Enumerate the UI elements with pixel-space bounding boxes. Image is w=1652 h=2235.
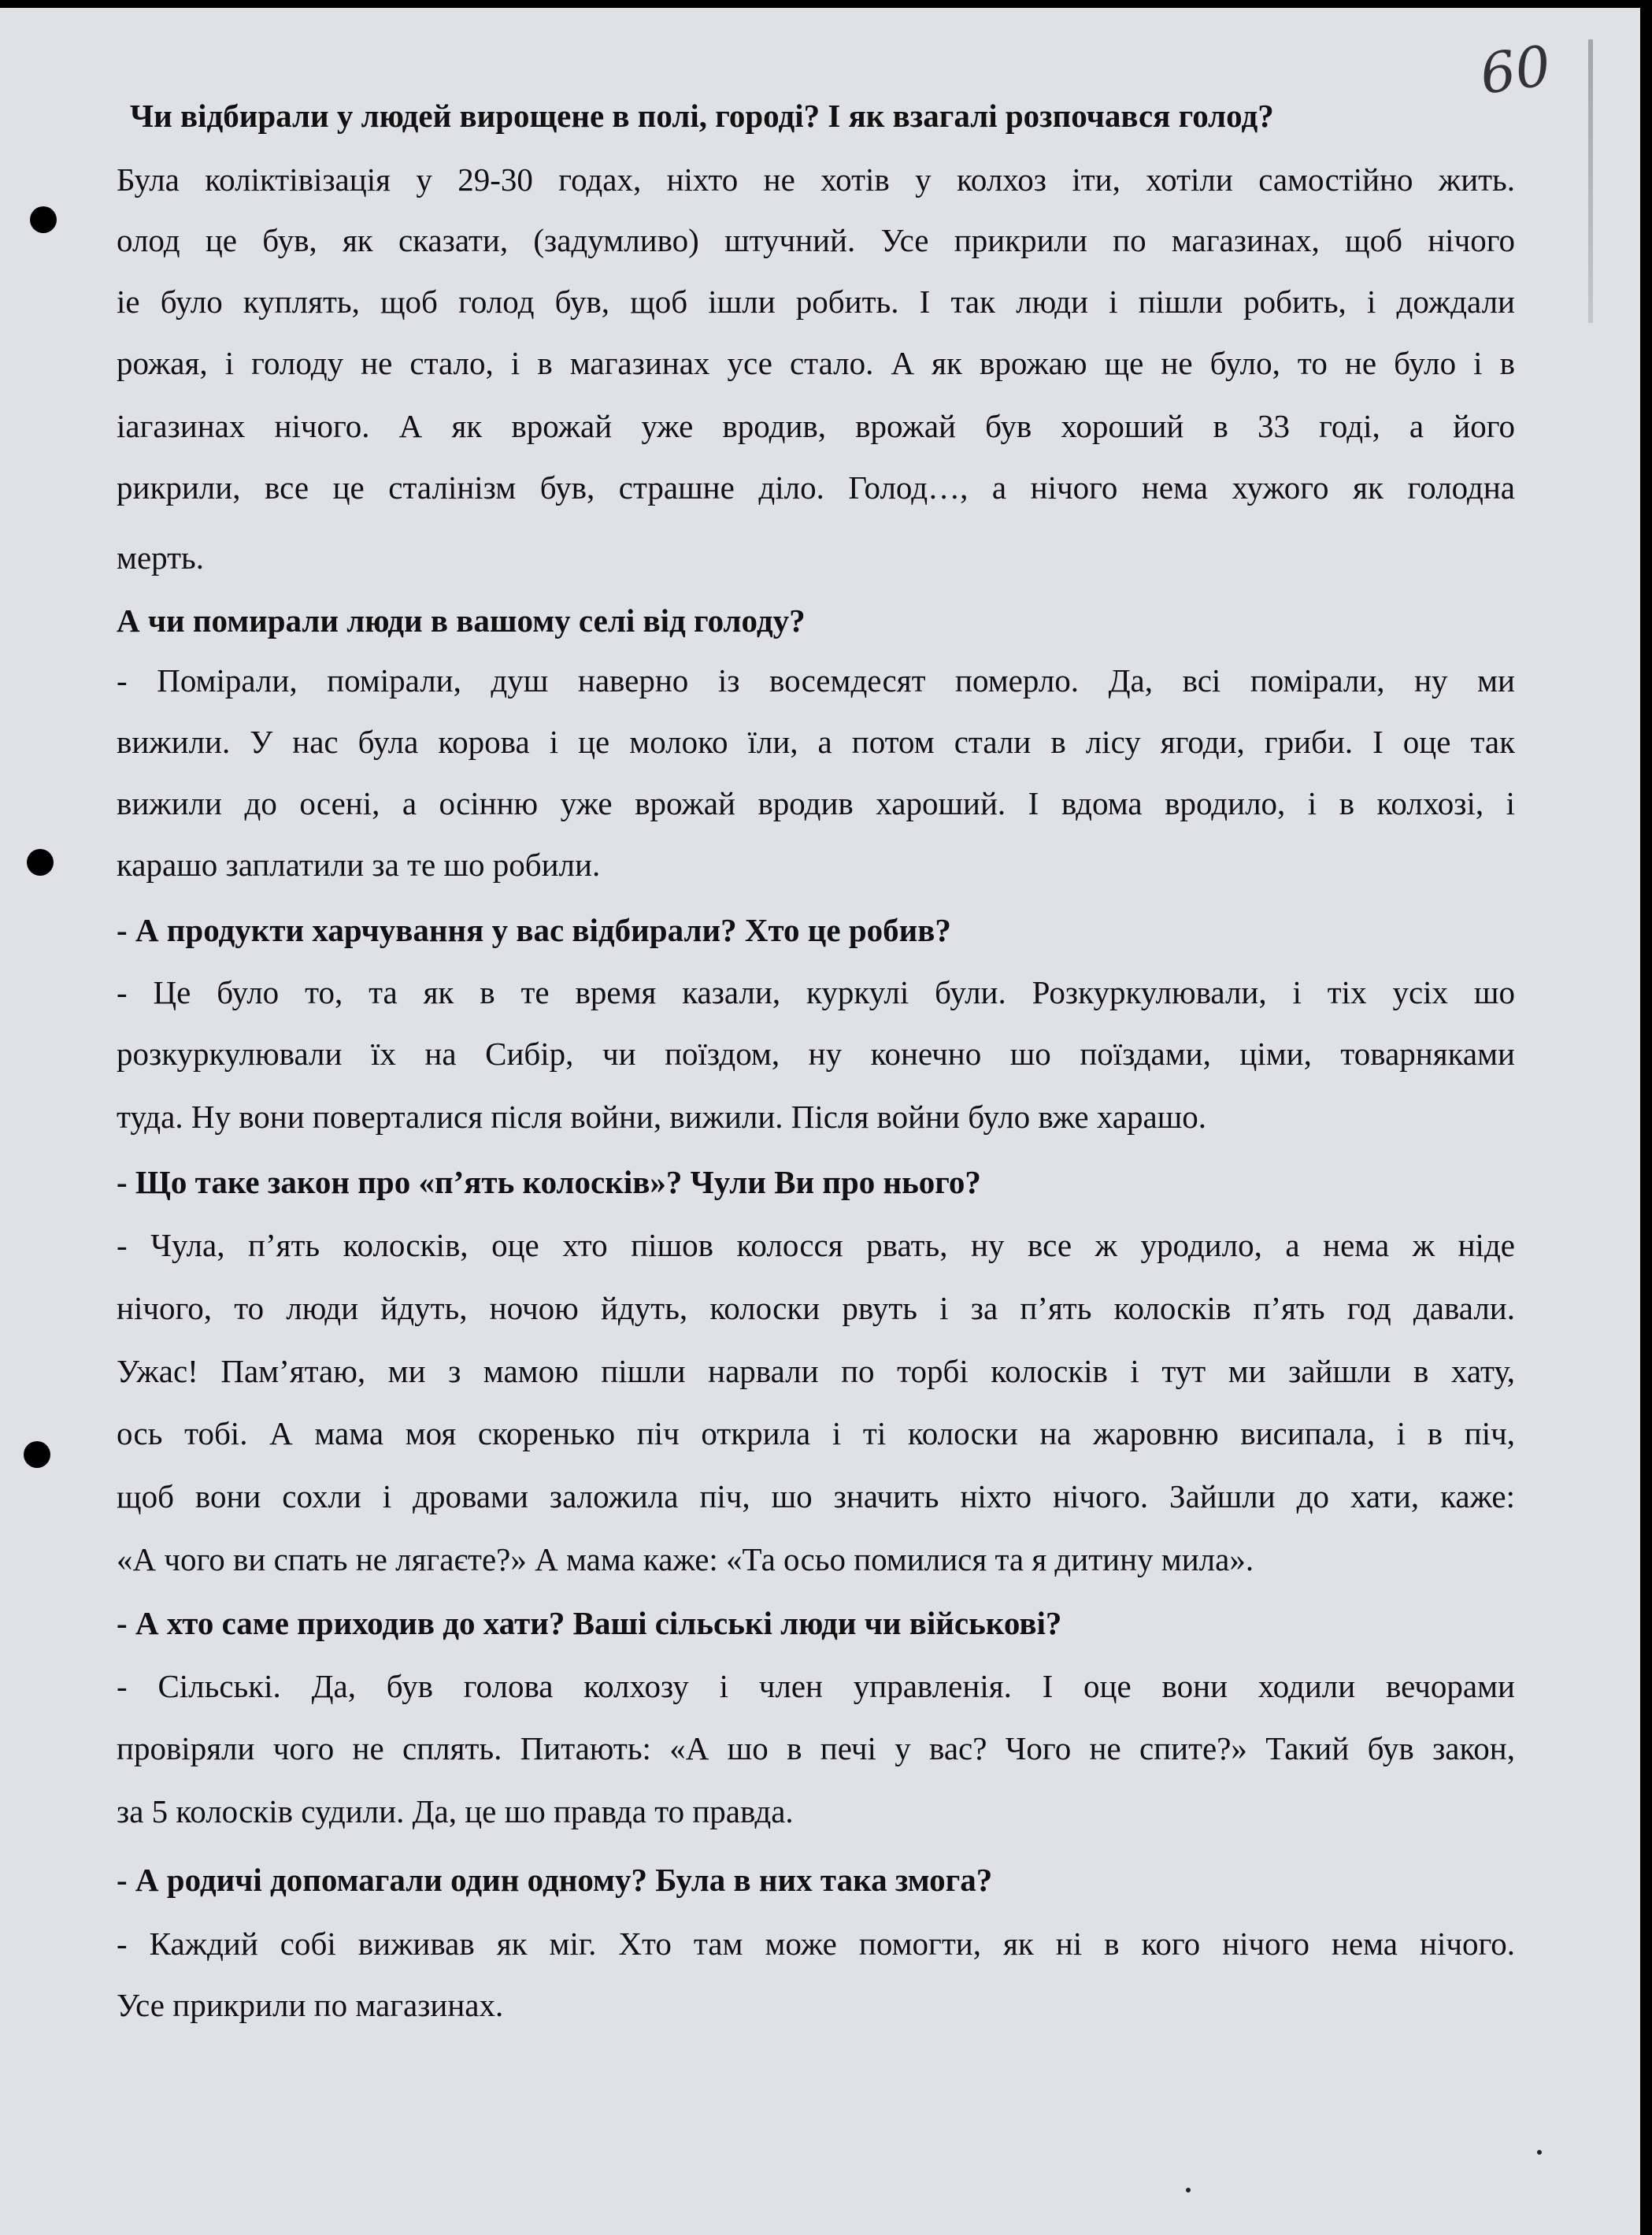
interview-answer-line: - Помірали, помірали, душ наверно із восемдесят померло. Да, всі помірали, ну ми [117, 662, 1515, 699]
interview-answer-line: рожая, і голоду не стало, і в магазинах усе стало. А як врожаю ще не було, то не було і в [117, 345, 1515, 381]
interview-answer-line: мерть. [117, 539, 204, 576]
interview-answer-line: - Це було то, та як в те время казали, куркулі були. Розкуркулювали, і тіх усіх шо [117, 974, 1515, 1010]
scanned-page [0, 8, 1640, 2235]
interview-question: Чи відбирали у людей вирощене в полі, городі? І як взагалі розпочався голод? [130, 98, 1274, 134]
interview-answer-line: за 5 колосків судили. Да, це шо правда то правда. [117, 1793, 794, 1829]
interview-answer-line: провіряли чого не сплять. Питають: «А шо в печі у вас? Чого не спите?» Такий був закон, [117, 1730, 1515, 1766]
interview-question: - А продукти харчування у вас відбирали? Хто це робив? [117, 912, 951, 948]
interview-answer-line: щоб вони сохли і дровами заложила піч, шо значить ніхто нічого. Зайшли до хати, каже: [117, 1478, 1515, 1514]
interview-answer-line: - Каждий собі виживав як міг. Хто там може помогти, як ні в кого нічого нема нічого. [117, 1926, 1515, 1962]
interview-answer-line: рикрили, все це сталінізм був, страшне діло. Голод…, а нічого нема хужого як голодна [117, 469, 1515, 506]
handwritten-page-number: 60 [1476, 33, 1555, 107]
interview-answer-line: олод це був, як сказати, (задумливо) штучний. Усе прикрили по магазинах, щоб нічого [117, 222, 1515, 258]
interview-answer-line: - Чула, п’ять колосків, оце хто пішов колосся рвать, ну все ж уродило, а нема ж ніде [117, 1227, 1515, 1263]
interview-answer-line: «А чого ви спать не лягаєте?» А мама каже: «Та осьо помилися та я дитину мила». [117, 1541, 1254, 1577]
interview-answer-line: Ужас! Пам’ятаю, ми з мамою пішли нарвали по торбі колосків і тут ми зайшли в хату, [117, 1353, 1515, 1389]
interview-answer-line: Усе прикрили по магазинах. [117, 1987, 504, 2023]
interview-question: А чи помирали люди в вашому селі від голоду? [117, 602, 806, 639]
interview-question: - А родичі допомагали один одному? Була в них така змога? [117, 1862, 993, 1898]
interview-answer-line: вижили до осені, а осінню уже врожай вродив хароший. І вдома вродило, і в колхозі, і [117, 785, 1515, 821]
punch-hole [30, 206, 57, 233]
interview-answer-line: вижили. У нас була корова і це молоко їли, а потом стали в лісу ягоди, гриби. І оце так [117, 724, 1515, 760]
interview-answer-line: іагазинах нічого. А як врожай уже вродив, врожай був хороший в 33 годі, а його [117, 408, 1515, 444]
interview-answer-line: - Сільські. Да, був голова колхозу і член управленія. І оце вони ходили вечорами [117, 1668, 1515, 1704]
interview-answer-line: іе було куплять, щоб голод був, щоб ішли робить. І так люди і пішли робить, і дождали [117, 284, 1515, 320]
scan-edge-shadow [1588, 39, 1593, 323]
interview-answer-line: Була коліктівізація у 29-30 годах, ніхто не хотів у колхоз іти, хотіли самостійно жить. [117, 161, 1515, 198]
punch-hole [27, 849, 54, 876]
scan-speck [1537, 2150, 1542, 2155]
interview-answer-line: ось тобі. А мама моя скоренько піч открила і ті колоски на жаровню висипала, і в піч, [117, 1415, 1515, 1451]
interview-question: - А хто саме приходив до хати? Ваші сільські люди чи військові? [117, 1605, 1062, 1641]
interview-answer-line: нічого, то люди йдуть, ночою йдуть, колоски рвуть і за п’ять колосків п’ять год давали. [117, 1290, 1515, 1326]
punch-hole [24, 1441, 50, 1468]
interview-answer-line: розкуркулювали їх на Сибір, чи поїздом, ну конечно шо поїздами, ціми, товарняками [117, 1036, 1515, 1072]
scan-speck [1186, 2188, 1191, 2192]
interview-question: - Що таке закон про «п’ять колосків»? Чули Ви про нього? [117, 1164, 981, 1200]
interview-answer-line: туда. Ну вони поверталися після войни, вижили. Після войни було вже харашо. [117, 1099, 1207, 1135]
interview-answer-line: карашо заплатили за те шо робили. [117, 847, 601, 883]
